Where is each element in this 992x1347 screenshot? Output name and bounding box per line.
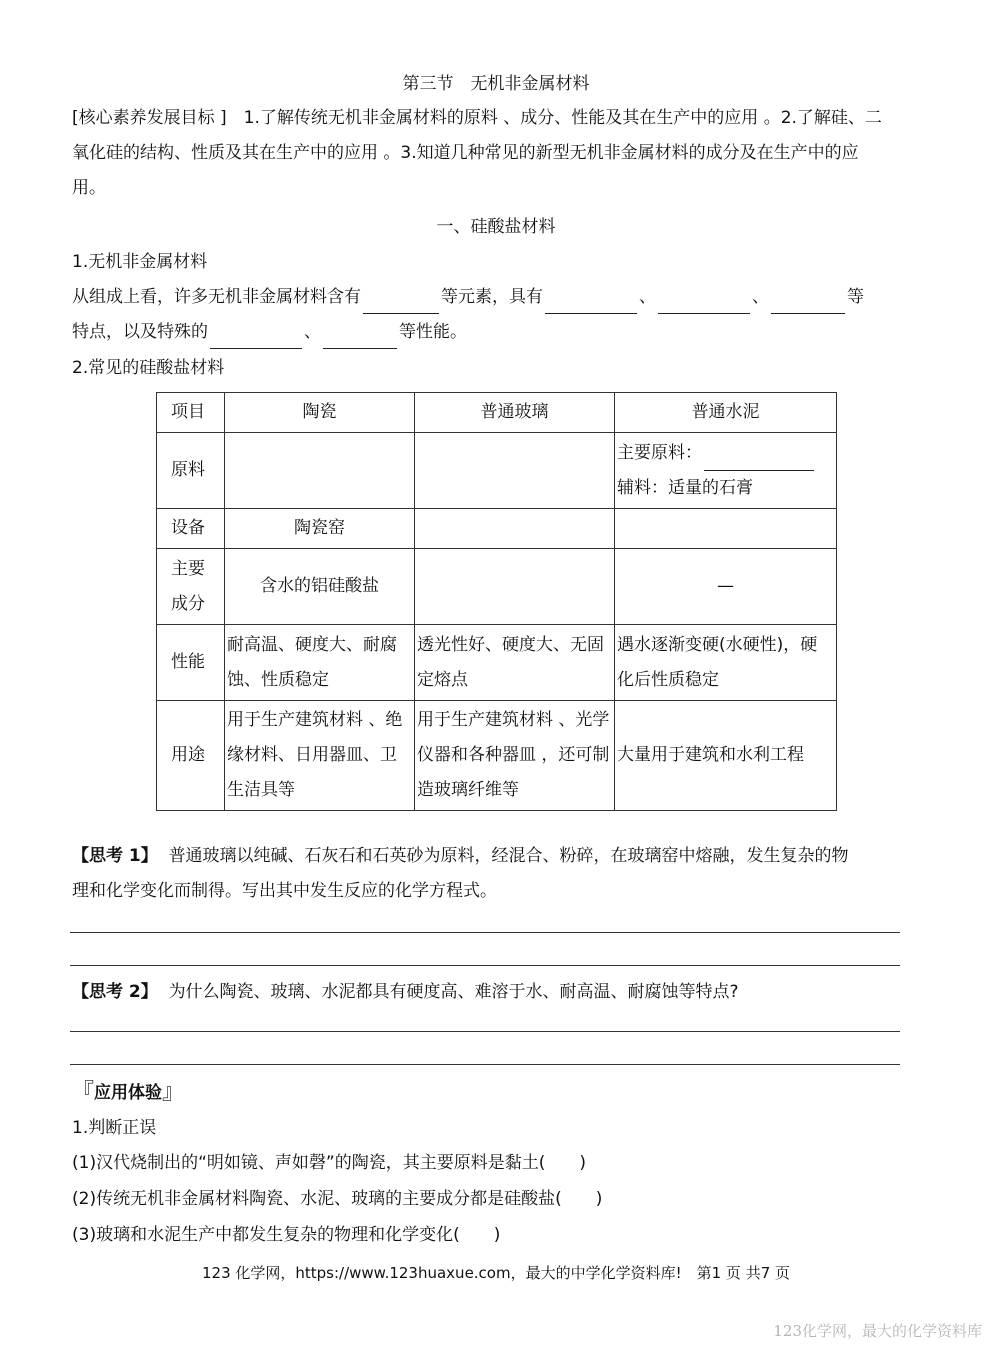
fill-blank[interactable] xyxy=(210,326,302,349)
cement-main-material: 主要原料： xyxy=(617,436,834,471)
fill-blank[interactable] xyxy=(658,291,750,314)
cement-aux-material: 辅料：适量的石膏 xyxy=(617,477,753,498)
answer-line[interactable] xyxy=(70,1064,900,1065)
table-cell: 陶瓷窑 xyxy=(225,509,415,549)
text-segment: 等元素，具有 xyxy=(441,287,543,307)
item1-paragraph-line-2 xyxy=(72,315,467,349)
row-label: 设备 xyxy=(157,509,225,549)
practice-title: 应用体验 xyxy=(94,1083,163,1103)
goals-line-3: 用。 xyxy=(72,178,106,198)
table-cell xyxy=(415,549,615,625)
text-segment: 从组成上看，许多无机非金属材料含有 xyxy=(72,287,361,307)
table-cell xyxy=(225,433,415,509)
table-header-row xyxy=(157,393,837,433)
think1-line-2: 理和化学变化而制得。写出其中发生反应的化学方程式。 xyxy=(72,881,497,901)
table-cell: — xyxy=(615,549,837,625)
text-segment: 、 xyxy=(752,287,769,307)
judge-question-2: (2)传统无机非金属材料陶瓷、水泥、玻璃的主要成分都是硅酸盐( ) xyxy=(72,1189,603,1209)
fill-blank[interactable] xyxy=(323,326,397,349)
table-cell: 含水的铝硅酸盐 xyxy=(225,549,415,625)
table-row-raw xyxy=(157,433,837,509)
table-cell: 用于生产建筑材料 、光学仪器和各种器皿 ，还可制造玻璃纤维等 xyxy=(415,701,615,811)
row-label: 性能 xyxy=(157,625,225,701)
answer-line[interactable] xyxy=(70,965,900,966)
table-cell: 遇水逐渐变硬(水硬性)，硬化后性质稳定 xyxy=(615,625,837,701)
table-cell xyxy=(615,509,837,549)
table-cell xyxy=(415,433,615,509)
table-cell: 大量用于建筑和水利工程 xyxy=(615,701,837,811)
bracket-open: 『 xyxy=(72,1080,95,1105)
bracket-close: 』 xyxy=(162,1080,185,1105)
table-cell: 耐高温、硬度大、耐腐蚀、性质稳定 xyxy=(225,625,415,701)
header-cell-cement: 普通水泥 xyxy=(615,393,837,433)
item1-paragraph-line-1 xyxy=(72,280,864,314)
fill-blank[interactable] xyxy=(363,291,439,314)
text-segment: 、 xyxy=(304,322,321,342)
answer-line[interactable] xyxy=(70,1031,900,1032)
header-cell-item: 项目 xyxy=(157,393,225,433)
table-cell xyxy=(415,509,615,549)
text-segment: 等性能。 xyxy=(399,322,467,342)
table-cell: 透光性好、硬度大、无固定熔点 xyxy=(415,625,615,701)
table-row-composition xyxy=(157,549,837,625)
table-cell-cement-raw xyxy=(615,433,837,509)
practice-heading xyxy=(72,1076,184,1110)
text-segment: 特点，以及特殊的 xyxy=(72,322,208,342)
item2-heading: 2.常见的硅酸盐材料 xyxy=(72,358,225,378)
header-cell-glass: 普通玻璃 xyxy=(415,393,615,433)
header-cell-ceramic: 陶瓷 xyxy=(225,393,415,433)
judge-heading: 1.判断正误 xyxy=(72,1118,157,1138)
think2-text: 为什么陶瓷、玻璃、水泥都具有硬度高、难溶于水、耐高温、耐腐蚀等特点? xyxy=(168,982,739,1002)
item1-heading: 1.无机非金属材料 xyxy=(72,252,208,272)
fill-blank[interactable] xyxy=(704,450,814,471)
think2-line xyxy=(72,975,739,1009)
table-row-properties xyxy=(157,625,837,701)
think1-tag: 【思考 1】 xyxy=(72,846,158,866)
goals-line-1: [核心素养发展目标 ] 1.了解传统无机非金属材料的原料 、成分、性能及其在生产中的应用 。2.了解硅、二 xyxy=(72,108,882,128)
text-segment: 等 xyxy=(847,287,864,307)
think1-text: 普通玻璃以纯碱、石灰石和石英砂为原料，经混合、粉碎，在玻璃窑中熔融，发生复杂的物 xyxy=(168,846,849,866)
fill-blank[interactable] xyxy=(545,291,637,314)
think2-tag: 【思考 2】 xyxy=(72,982,158,1002)
text-segment: 、 xyxy=(639,287,656,307)
table-row-equipment xyxy=(157,509,837,549)
goals-line-2: 氧化硅的结构、性质及其在生产中的应用 。3.知道几种常见的新型无机非金属材料的成分及在生产中的应 xyxy=(72,143,859,163)
judge-question-1: (1)汉代烧制出的“明如镜、声如磬”的陶瓷，其主要原料是黏土( ) xyxy=(72,1153,586,1173)
page-footer: 123 化学网，https://www.123huaxue.com，最大的中学化学资料库! 第1 页 共7 页 xyxy=(201,1264,791,1282)
row-label: 原料 xyxy=(157,433,225,509)
section-heading: 一、硅酸盐材料 xyxy=(436,217,556,237)
page-title: 第三节 无机非金属材料 xyxy=(402,74,590,94)
judge-question-3: (3)玻璃和水泥生产中都发生复杂的物理和化学变化( ) xyxy=(72,1225,501,1245)
table-row-uses xyxy=(157,701,837,811)
think1-line-1 xyxy=(72,839,849,873)
watermark: 123化学网，最大的化学资料库 xyxy=(773,1322,982,1340)
row-label: 主要 成分 xyxy=(157,549,225,625)
answer-line[interactable] xyxy=(70,932,900,933)
fill-blank[interactable] xyxy=(771,291,845,314)
row-label: 用途 xyxy=(157,701,225,811)
table-cell: 用于生产建筑材料 、绝缘材料、日用器皿、卫生洁具等 xyxy=(225,701,415,811)
silicate-materials-table xyxy=(156,392,837,811)
